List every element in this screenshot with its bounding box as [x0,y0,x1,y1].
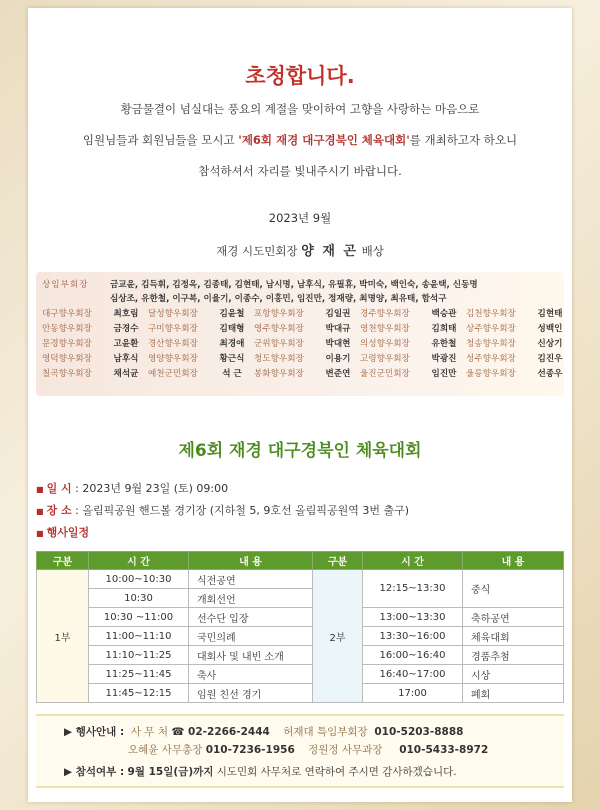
chair-role: 김천향우회장 [466,309,516,319]
chair-name: 임진만 [431,369,457,379]
signer-name: 양 재 곤 [301,244,358,259]
chair-name: 김윤철 [219,309,245,319]
chair-role: 예천군민회장 [148,369,198,379]
signer-org: 재경 시도민회장 [216,244,298,258]
event-date [36,480,228,496]
schedule-content: 개회선언 [189,589,313,608]
office-phone: ☎ 02-2266-2444 [171,726,270,738]
chair-role: 경산향우회장 [148,339,198,349]
chair-role: 구미향우회장 [148,324,198,334]
schedule-time: 11:45~12:15 [89,684,189,703]
header-time: 시 간 [363,552,463,570]
schedule-time: 16:40~17:00 [363,665,463,684]
header-time: 시 간 [89,552,189,570]
chair-role: 의성향우회장 [360,339,410,349]
chair-name: 최경애 [219,339,245,349]
table-row [37,665,564,684]
schedule-label: 행사일정 [46,526,90,539]
intro-line [28,125,572,156]
chair-name: 박대현 [325,339,351,349]
page-title: 초청합니다. [245,64,355,88]
intro-line: 참석하셔서 자리를 빛내주시기 바랍니다. [198,164,402,178]
schedule-time: 17:00 [363,684,463,703]
schedule-content: 식전공연 [189,570,313,589]
venue-label: 장 소 [46,504,72,517]
header-part: 구분 [37,552,89,570]
contact-person: 오혜윤 사무총장 [128,744,203,756]
chair-role: 청도향우회장 [254,354,304,364]
schedule-time: 11:25~11:45 [89,665,189,684]
schedule-content: 임원 친선 경기 [189,684,313,703]
signer-suffix: 배상 [361,244,384,258]
part-label: 1부 [37,570,89,703]
contact-line [64,741,564,759]
schedule-time: 10:30 [89,589,189,608]
contact-phone: 010-7236-1956 [205,744,295,756]
chair-name: 박광진 [431,354,457,364]
bullet-icon: ■ [36,507,44,516]
schedule-time: 12:15~13:30 [363,570,463,608]
event-name-highlight: '제6회 재경 대구경북인 체육대회' [238,133,410,147]
schedule-content: 경품추첨 [463,646,564,665]
rsvp-line [64,763,564,781]
vice-chairs-names: 금교윤, 김득휘, 김정옥, 김종태, 김현태, 남시명, 남후식, 유필휴, 박미숙, 백인숙, 송윤택, 신동명 [110,280,478,290]
chair-role: 안동향우회장 [42,324,92,334]
chair-role: 영덕향우회장 [42,354,92,364]
intro-text-part: 임원님들과 회원님들을 모시고 [82,133,239,147]
schedule-content: 시상 [463,665,564,684]
schedule-content: 체육대회 [463,627,564,646]
schedule-time: 10:00~10:30 [89,570,189,589]
date-label: 일 시 [46,482,72,495]
table-row [37,684,564,703]
chair-role: 봉화향우회장 [254,369,304,379]
chair-role: 포항향우회장 [254,309,304,319]
chair-name: 선종우 [537,369,563,379]
chair-name: 석 근 [222,369,242,379]
header-content: 내 용 [463,552,564,570]
chair-role: 상주향우회장 [466,324,516,334]
schedule-content: 선수단 입장 [189,608,313,627]
chair-role: 고령향우회장 [360,354,410,364]
chair-role: 청송향우회장 [466,339,516,349]
schedule-table [36,551,564,703]
contact-phone: 010-5433-8972 [399,744,489,756]
schedule-time: 16:00~16:40 [363,646,463,665]
vice-chairs-row [42,292,558,306]
chair-name: 채석균 [113,369,139,379]
chair-name: 김일권 [325,309,351,319]
schedule-time: 11:00~11:10 [89,627,189,646]
date-value: : 2023년 9월 23일 (토) 09:00 [75,482,229,495]
bullet-icon: ■ [36,485,44,494]
intro-text [28,94,572,187]
chair-name: 최호림 [113,309,139,319]
chair-name: 백승관 [431,309,457,319]
chair-role: 경주향우회장 [360,309,410,319]
chair-role: 달성향우회장 [148,309,198,319]
chair-role: 성주향우회장 [466,354,516,364]
vice-chairs-label: 상임부회장 [42,280,89,290]
contact-label: ▶ 행사안내 : [64,726,125,738]
header-part: 구분 [313,552,363,570]
table-row [37,627,564,646]
contact-person: 허재대 특임부회장 [283,726,368,738]
rsvp-text: 시도민회 사무처로 연락하여 주시면 감사하겠습니다. [213,766,457,778]
chair-name: 박대규 [325,324,351,334]
chair-role: 칠곡향우회장 [42,369,92,379]
schedule-time: 13:30~16:00 [363,627,463,646]
vice-chairs-row [42,278,558,292]
intro-line: 황금물결이 넘실대는 풍요의 계절을 맞이하여 고향을 사랑하는 마음으로 [120,102,480,116]
event-venue [36,502,409,518]
header-content: 내 용 [189,552,313,570]
chair-name: 김희태 [431,324,457,334]
invitation-card [28,8,572,802]
schedule-heading [36,524,89,540]
chair-name: 고윤환 [113,339,139,349]
chair-name: 김진우 [537,354,563,364]
chair-name: 금경수 [113,324,139,334]
schedule-content: 국민의례 [189,627,313,646]
chair-role: 울릉향우회장 [466,369,516,379]
chair-role: 문경향우회장 [42,339,92,349]
bullet-icon: ■ [36,529,44,538]
contact-phone: 010-5203-8888 [374,726,464,738]
chair-role: 대구향우회장 [42,309,92,319]
chair-role: 영양향우회장 [148,354,198,364]
contact-box [36,714,564,788]
chair-name: 김현태 [537,309,563,319]
chair-role: 영천향우회장 [360,324,410,334]
chair-name: 남후식 [113,354,139,364]
table-row [37,608,564,627]
chair-name: 변준연 [325,369,351,379]
office-label: 사 무 처 [130,726,168,738]
table-row [37,646,564,665]
rsvp-label: ▶ 참석여부 : [64,766,125,778]
event-title: 제6회 재경 대구경북인 체육대회 [178,441,422,461]
chair-name: 성백인 [537,324,563,334]
chair-name: 김태형 [219,324,245,334]
vice-chairs-names: 심상조, 유한철, 이구복, 이율기, 이종수, 이홍민, 임진만, 정재량, 최명양, 최유태, 함석구 [110,294,447,304]
schedule-time: 10:30 ~11:00 [89,608,189,627]
schedule-content: 중식 [463,570,564,608]
table-row [37,570,564,589]
part-label: 2부 [313,570,363,703]
intro-text-part: 를 개최하고자 하오니 [409,133,518,147]
chair-role: 울진군민회장 [360,369,410,379]
rsvp-deadline: 9월 15일(금)까지 [127,766,214,778]
contact-line [64,723,564,741]
officers-list [36,272,564,396]
schedule-time: 11:10~11:25 [89,646,189,665]
chair-role: 영주향우회장 [254,324,304,334]
schedule-content: 대회사 및 내빈 소개 [189,646,313,665]
contact-person: 정원정 사무과장 [308,744,383,756]
letter-date: 2023년 9월 [268,211,332,225]
chairs-grid [42,307,563,382]
chair-name: 이용기 [325,354,351,364]
chair-name: 신상기 [537,339,563,349]
schedule-time: 13:00~13:30 [363,608,463,627]
chair-name: 유한철 [431,339,457,349]
chair-role: 군위향우회장 [254,339,304,349]
chair-name: 황근식 [219,354,245,364]
schedule-content: 축사 [189,665,313,684]
signer [28,240,572,259]
venue-value: : 올림픽공원 핸드볼 경기장 (지하철 5, 9호선 올림픽공원역 3번 출구) [75,504,410,517]
schedule-content: 축하공연 [463,608,564,627]
schedule-content: 폐회 [463,684,564,703]
